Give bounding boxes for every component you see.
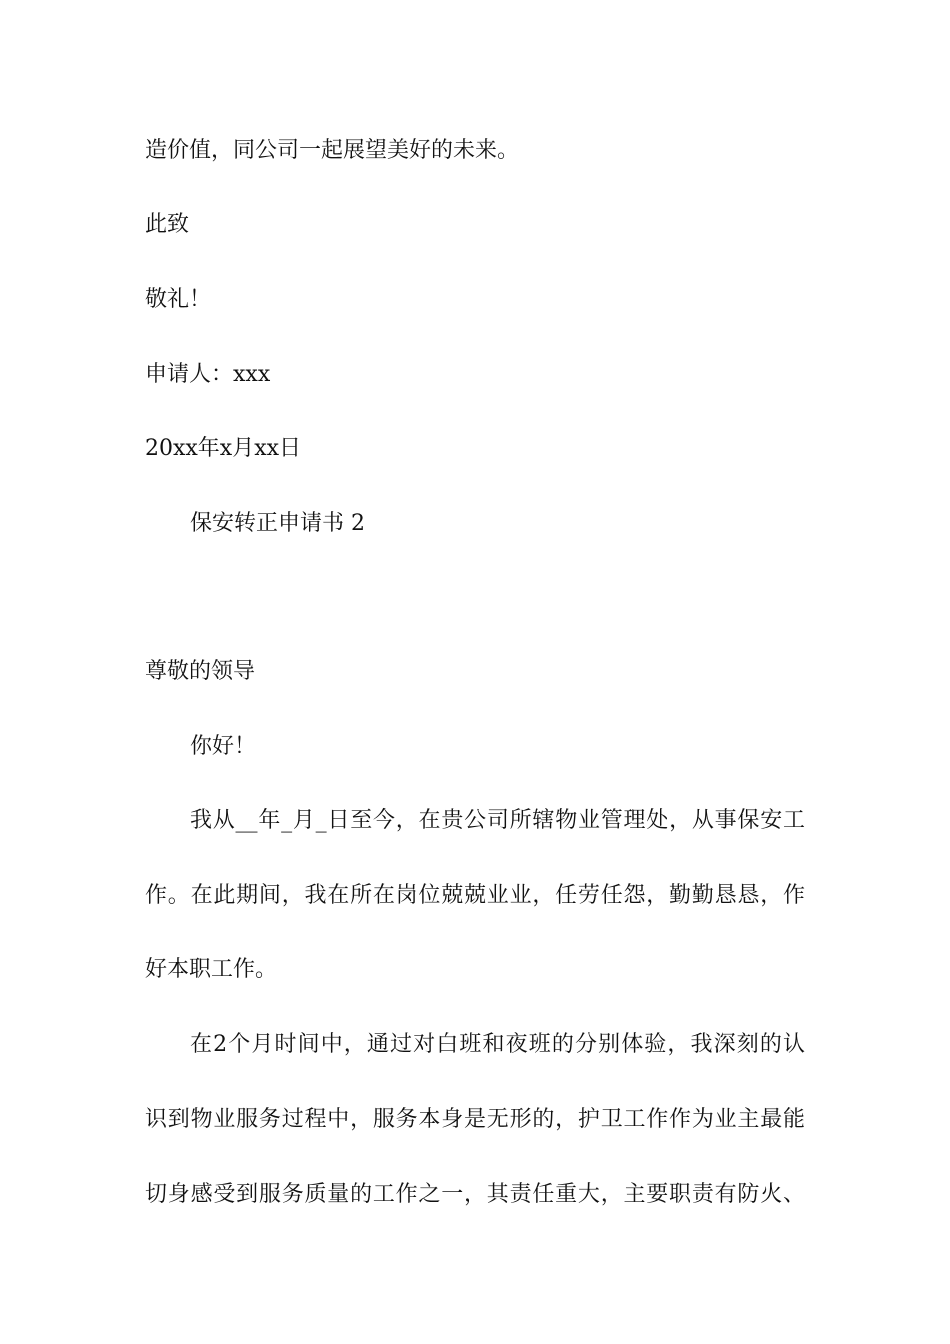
text-line-applicant: 申请人：xxx (145, 362, 271, 387)
section-title: 保安转正申请书 2 (190, 511, 365, 536)
text-line-greeting-leader: 尊敬的领导 (145, 659, 256, 684)
paragraph-2-line-2: 识到物业服务过程中，服务本身是无形的，护卫工作作为业主最能 (145, 1107, 805, 1132)
text-line-closing-sentence: 造价值，同公司一起展望美好的未来。 (145, 138, 520, 163)
text-line-hello: 你好！ (190, 734, 257, 759)
text-line-date: 20xx年x月xx日 (145, 436, 302, 461)
paragraph-1-line-3: 好本职工作。 (145, 957, 278, 982)
paragraph-1-line-2: 作。在此期间，我在所在岗位兢兢业业，任劳任怨，勤勤恳恳，作 (145, 883, 805, 908)
paragraph-1-line-1: 我从__年_月_日至今，在贵公司所辖物业管理处，从事保安工 (190, 808, 805, 833)
text-line-salutation-jingli: 敬礼！ (145, 287, 212, 312)
paragraph-2-line-3: 切身感受到服务质量的工作之一，其责任重大，主要职责有防火、 (145, 1182, 805, 1207)
paragraph-2-line-1: 在2个月时间中，通过对白班和夜班的分别体验，我深刻的认 (190, 1032, 805, 1057)
text-line-salutation-cizhi: 此致 (145, 212, 190, 237)
